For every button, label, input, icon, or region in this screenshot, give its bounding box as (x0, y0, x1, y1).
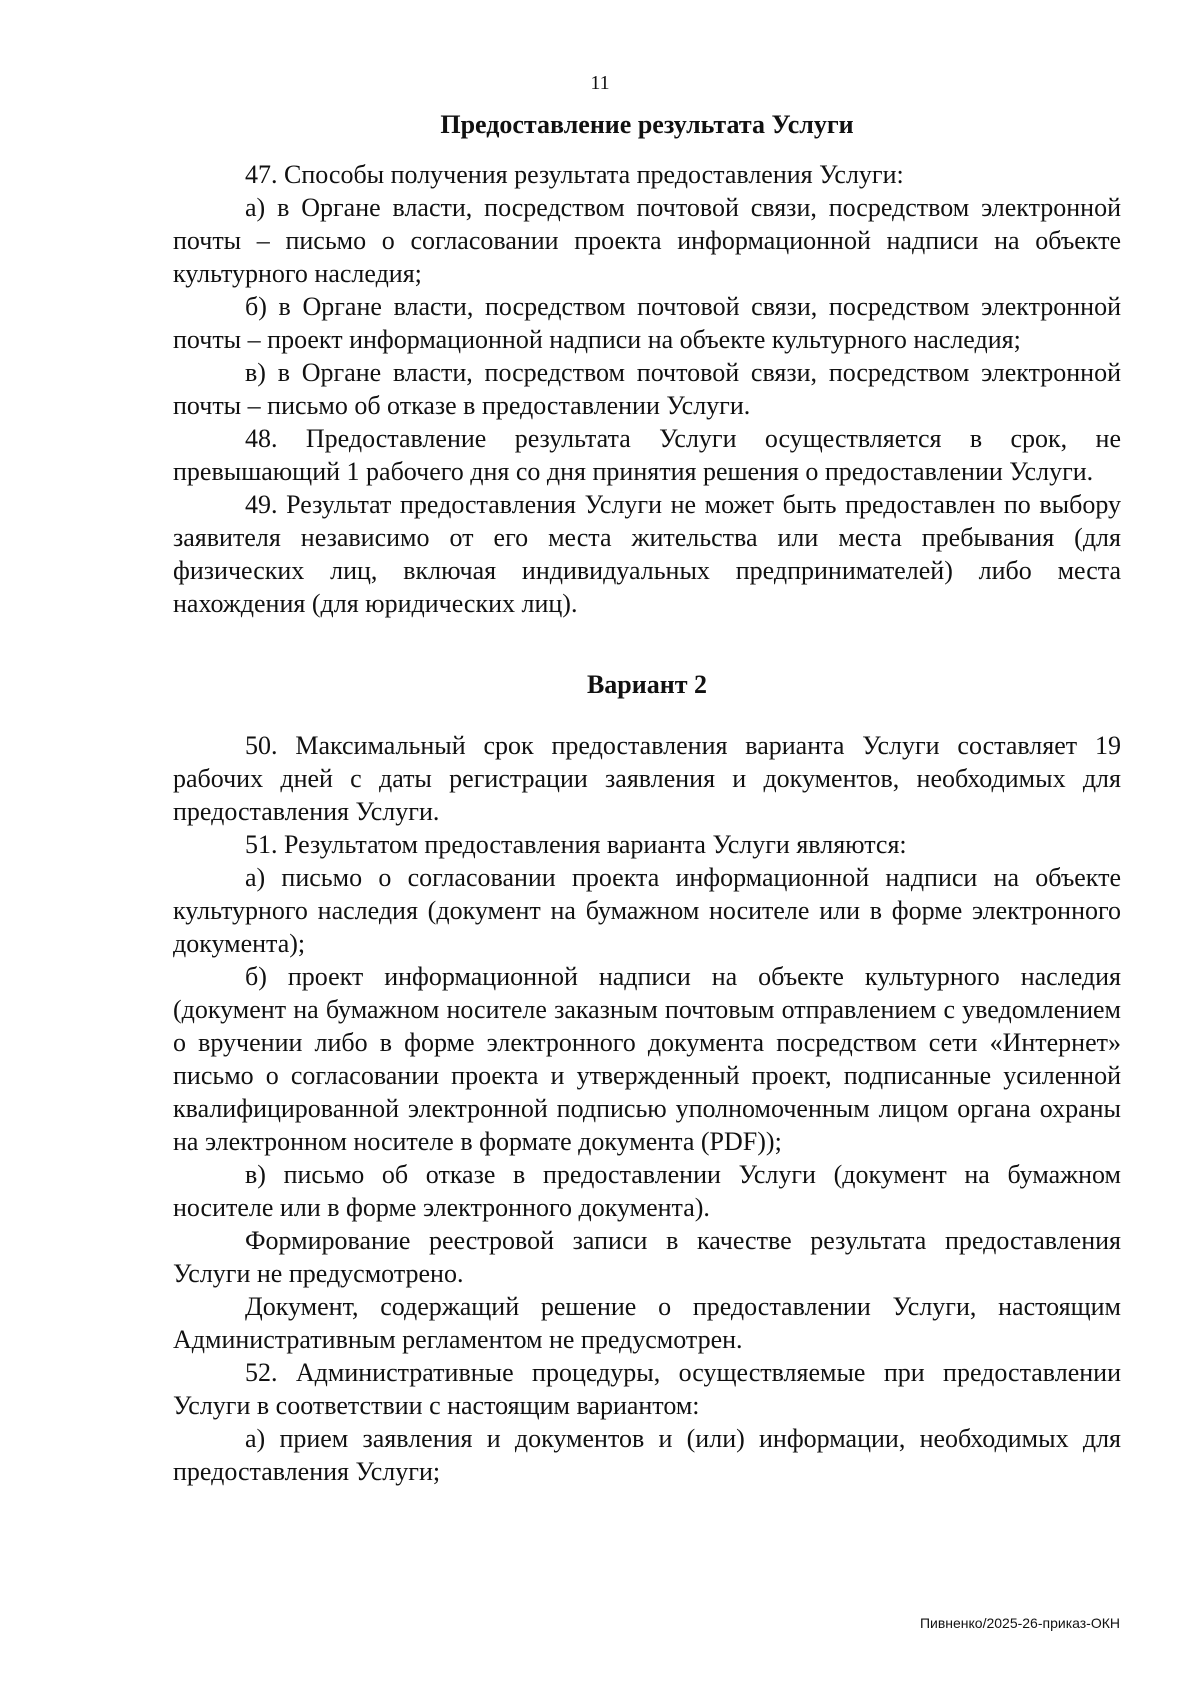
paragraph-51b: б) проект информационной надписи на объекте культурного наследия (документ на бумажном носителе заказным почтовым отправлением с уведомлением о вручении либо в форме электронного документа посредством сети «Интернет» письмо о согласовании проекта и утвержденный проект, подписанные усиленной квалифицированной электронной подписью уполномоченным лицом органа охраны на электронном носителе в формате документа (PDF)); (173, 962, 1121, 1156)
paragraph-51a: а) письмо о согласовании проекта информационной надписи на объекте культурного наследия (документ на бумажном носителе или в форме электронного документа); (173, 863, 1121, 958)
paragraph-47: 47. Способы получения результата предоставления Услуги: (245, 160, 904, 189)
section-variant-2-body (173, 729, 1121, 1488)
page-number: 11 (590, 72, 610, 94)
paragraph-47b: б) в Органе власти, посредством почтовой связи, посредством электронной почты – проект информационной надписи на объекте культурного наследия; (173, 292, 1121, 354)
paragraph-47c: в) в Органе власти, посредством почтовой связи, посредством электронной почты – письмо об отказе в предоставлении Услуги. (173, 358, 1121, 420)
section-title-result: Предоставление результата Услуги (440, 110, 854, 139)
section-result-body (173, 158, 1121, 620)
paragraph-registry-note: Формирование реестровой записи в качестве результата предоставления Услуги не предусмотрено. (173, 1226, 1121, 1288)
paragraph-48: 48. Предоставление результата Услуги осуществляется в срок, не превышающий 1 рабочего дня со дня принятия решения о предоставлении Услуги. (173, 424, 1121, 486)
paragraph-52a: а) прием заявления и документов и (или) информации, необходимых для предоставления Услуги; (173, 1424, 1121, 1486)
paragraph-51c: в) письмо об отказе в предоставлении Услуги (документ на бумажном носителе или в форме электронного документа). (173, 1160, 1121, 1222)
document-footer-id: Пивненко/2025-26-приказ-ОКН (919, 1615, 1120, 1631)
paragraph-decision-note: Документ, содержащий решение о предоставлении Услуги, настоящим Административным регламентом не предусмотрен. (173, 1292, 1121, 1354)
paragraph-49: 49. Результат предоставления Услуги не может быть предоставлен по выбору заявителя независимо от его места жительства или места пребывания (для физических лиц, включая индивидуальных предпринимателей) либо места нахождения (для юридических лиц). (173, 490, 1121, 618)
paragraph-51: 51. Результатом предоставления варианта Услуги являются: (245, 830, 907, 859)
paragraph-52: 52. Административные процедуры, осуществляемые при предоставлении Услуги в соответствии с настоящим вариантом: (173, 1358, 1121, 1420)
section-title-variant-2: Вариант 2 (586, 670, 708, 699)
paragraph-47a: а) в Органе власти, посредством почтовой связи, посредством электронной почты – письмо о согласовании проекта информационной надписи на объекте культурного наследия; (173, 193, 1121, 288)
paragraph-50: 50. Максимальный срок предоставления варианта Услуги составляет 19 рабочих дней с даты регистрации заявления и документов, необходимых для предоставления Услуги. (173, 731, 1121, 826)
